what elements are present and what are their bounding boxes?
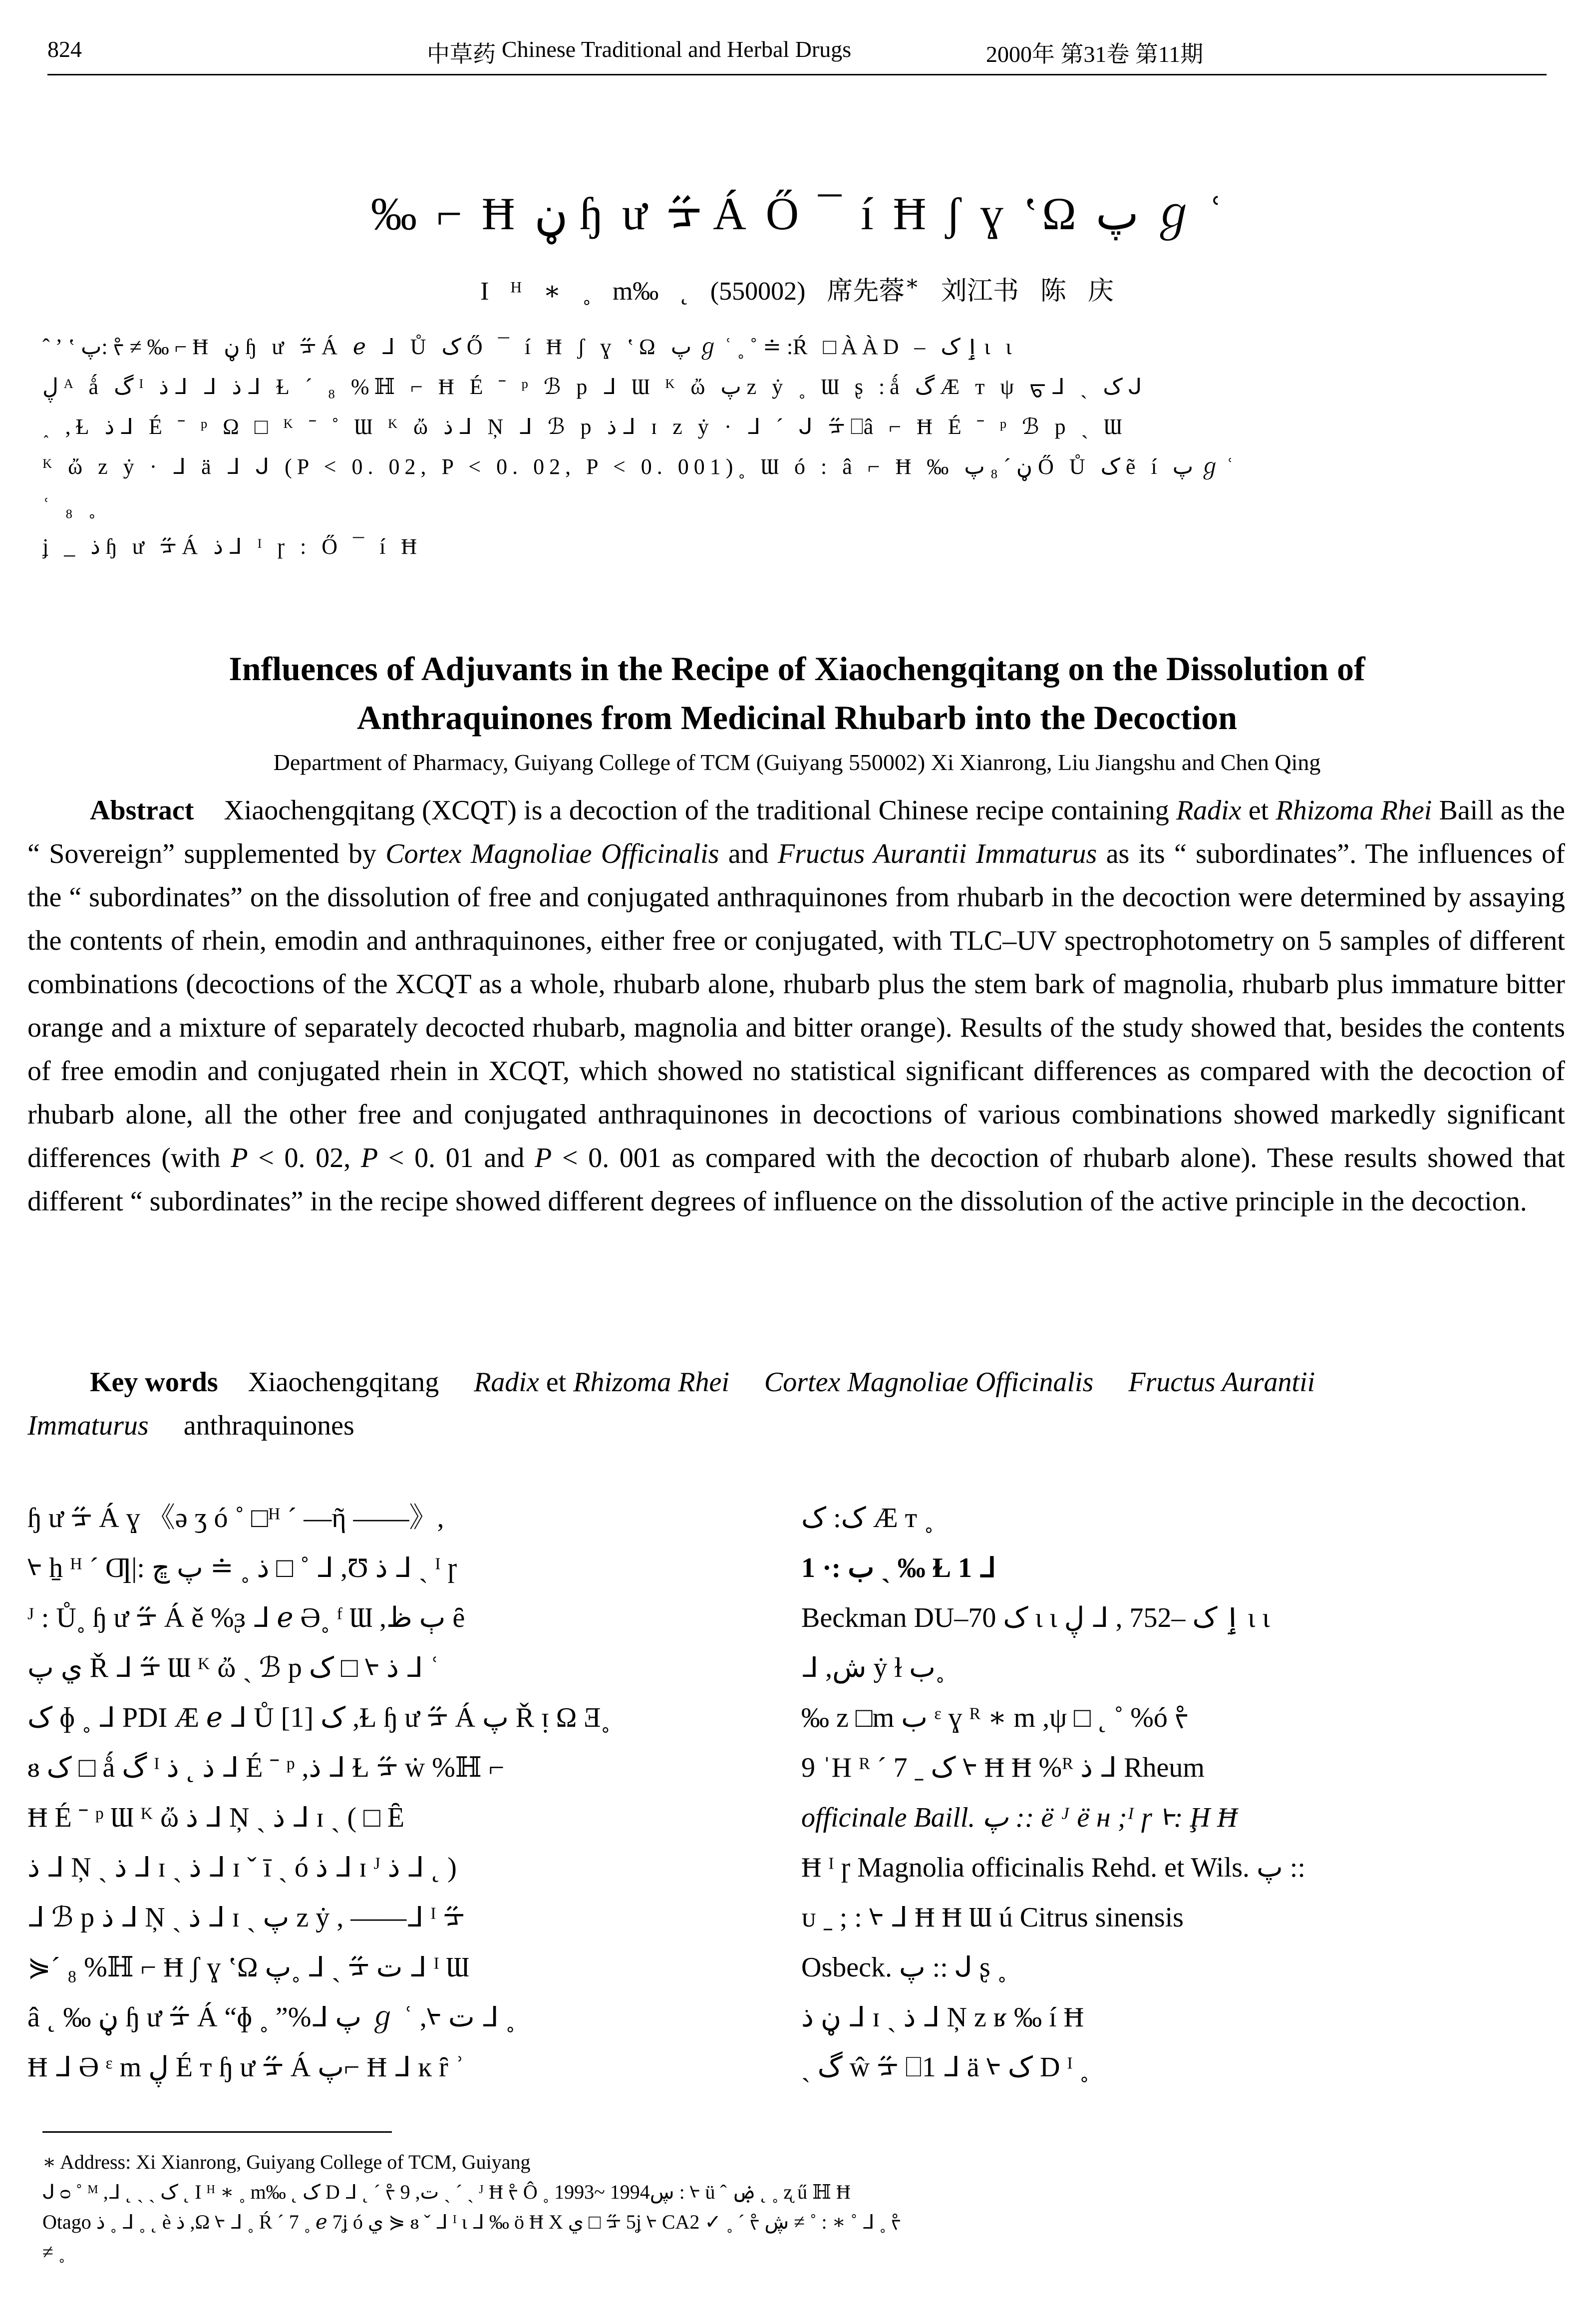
body-line: ˏ گ ŵ ᡸ ⎕1 ᒧ ä ᢣ ک D ᴵ ˳	[801, 2052, 1089, 2083]
page-number: 824	[47, 36, 82, 62]
journal-name-en: Chinese Traditional and Herbal Drugs	[502, 36, 852, 62]
abstract-text: < 0. 001 as compared with the decoction of rhubarb alone). These results showed that different “ subordinates” in the recipe showed different degrees of influence on the dissolution of the active principle in the decoction.	[27, 1143, 1565, 1217]
body-line: ک: ک Æ ᴛ ˳	[801, 1503, 934, 1534]
keyword: Fructus Aurantii Immaturus	[27, 1367, 1315, 1441]
body-line: ᴜ ˍ ; : ᢣ ᒧ Ħ Ħ Ɯ ú Citrus sinensis	[801, 1902, 1184, 1933]
footnote-rule	[42, 2131, 392, 2133]
footnote-line: ∗ Address: Xi Xianrong, Guiyang College of TCM, Guiyang	[42, 2151, 531, 2173]
keyword-joiner: et	[539, 1367, 574, 1398]
chinese-title: ‰ ⌐ Ħ ڼ ɧ ư ᡸ Á Ő ¯ í Ħ ʃ ɣ ʽΩ پ ℊ ʿ	[370, 188, 1224, 239]
keyword: Xiaochengqitang	[248, 1367, 439, 1398]
body-column-right	[801, 1493, 1570, 2092]
english-affiliation: Department of Pharmacy, Guiyang College of TCM (Guiyang 550002) Xi Xianrong, Liu Jiangshu and Chen Qing	[273, 750, 1321, 775]
english-title-line: Anthraquinones from Medicinal Rhubarb into the Decoction	[356, 699, 1238, 737]
body-line: 9 ˈH ᴿ ˊ 7 ˍ ک ᢣ Ħ Ħ %ᴿ ذ ᒧ Rheum	[801, 1752, 1205, 1783]
chinese-abstract-line: ᴷ ὤ z ẏ · ᒧ ä ᒧ ᒍ (P < 0. 02, P < 0. 02, P < 0. 001)˳ Ɯ ó : â ⌐ Ħ ‰ ڼ ˊ ₈ پ Ő Ů ک ẽ í پ ℊ ʿ	[42, 454, 1234, 479]
english-keywords	[27, 1361, 1565, 1448]
keyword: Rhizoma Rhei	[573, 1367, 729, 1398]
author-name: 陈 庆	[1040, 277, 1114, 306]
author-name: 席先蓉	[827, 277, 905, 306]
abstract-text: < 0. 02,	[248, 1143, 361, 1173]
chinese-abstract-line: ˆ ʼ ʽ پ: ᡷ ≠ ‰ ⌐ Ħ ڼ ɧ ư ᡸ Á ℯ ᒧ Ů ک Ő ¯ í Ħ ʃ ɣ ʽΩ پ ℊ ʿ ˳ ˚ ≐ :Ŕ □ÀÀD – ٳ ک ɩ ɩ	[42, 335, 1017, 359]
abstract-text: Baill as the “ Sovereign” supplemented by	[27, 795, 1565, 869]
abstract-italic: P	[535, 1143, 552, 1173]
abstract-text: Xiaochengqitang (XCQT) is a decoction of the traditional Chinese recipe containing	[224, 795, 1169, 826]
keyword: Radix	[474, 1367, 539, 1398]
abstract-text: as its “ subordinates”. The influences of the “ subordinates” on the dissolution of free and conjugated anthraquinones from rhubarb in the decoction were determined by assaying the contents of rhein, emodin and anthraquinones, either free or conjugated, with TLC–UV spectrophotometry on 5 samples of different combinations (decoctions of the XCQT as a whole, rhubarb alone, rhubarb plus the stem bark of magnolia, rhubarb plus immature bitter orange and a mixture of separately decocted rhubarb, magnolia and bitter orange). Results of the study showed that, besides the contents of free emodin and conjugated rhein in XCQT, which showed no statistical significant differences as compared with the decoction of rhubarb alone, all the other free and conjugated anthraquinones in decoctions of various combinations showed markedly significant differences (with	[27, 838, 1566, 1173]
chinese-authors-line: I ᴴ ∗ ˳ m‰ ˛ (550002) 席先蓉∗ 刘江书 陈 庆	[480, 271, 1114, 306]
body-line: ‰ z □m ب ᵋ ɣ ᴿ ∗ m ,ψ □ ˛ ˚ %ó ᡷ	[801, 1702, 1189, 1733]
section-heading: 1 ·: ب ˎ ‰ Ɫ 1 ᒧ	[801, 1552, 996, 1583]
running-header	[47, 31, 1547, 71]
body-line: Beckman DU–70 ک ɩ ɩ ڸ ᒧ , 752– ٳ ک ɩ ɩ	[801, 1602, 1270, 1633]
footnote-line: ≠ ˳	[42, 2241, 65, 2263]
body-line: Ħ É ˉ ᵖ Ɯ ᴷ ὤ ذ ᒧ Ņ ˎ ذ ᒧ ɪ ˎ ( □ Ȇ	[27, 1802, 405, 1833]
body-line: ɧ ư ᡸ Á ɣ 《ə ʒ ó ˚ □ᴴ ˊ —ῆ ——》,	[27, 1503, 444, 1534]
keyword: Cortex Magnoliae Officinalis	[764, 1367, 1094, 1398]
abstract-text: < 0. 01 and	[378, 1143, 535, 1173]
chinese-abstract-line: ʿ ₈ ˳	[42, 494, 101, 519]
body-line: ي پ Ř ᒧ ᡸ Ɯ ᴷ ὤ ˎ ℬ p ک □ ᢣ ذ ᒧ ʿ	[27, 1652, 439, 1683]
english-title-line: Influences of Adjuvants in the Recipe of Xiaochengqitang on the Dissolution of	[229, 650, 1365, 688]
body-line: ذ ᒧ Ņ ˎ ذ ᒧ ɪ ˎ ذ ᒧ ɪ ˇ ī ˎ ó ذ ᒧ ɪ ᴶ ذ ᒧ ˛ )	[27, 1852, 457, 1883]
abstract-text: and	[719, 838, 778, 869]
abstract-italic: Rhizoma Rhei	[1275, 795, 1432, 826]
chinese-abstract	[42, 327, 1550, 567]
journal-name-cn: 中草药	[427, 41, 496, 67]
author-name: 刘江书	[941, 277, 1019, 306]
footnote	[42, 2147, 1555, 2267]
english-abstract	[27, 789, 1565, 1223]
chinese-abstract-line: ˰ ,Ɫ ذ ᒧ É ˉ ᵖ Ω □ ᴷ ˉ ˚ Ɯ ᴷ ὤ ذ ᒧ Ņ ᒧ ℬ p ذ ᒧ ɪ z ẏ · ᒧ ˊ ᒍ ᡸ ⎕â ⌐ Ħ É ˉ ᵖ ℬ p ˎ Ɯ	[42, 414, 1127, 439]
body-line: ڼ ذ ᒧ ɪ ˎ ذ ᒧ Ņ z ʁ ‰ í Ħ	[801, 2002, 1084, 2033]
abstract-label: Abstract	[90, 795, 194, 826]
body-column-left	[27, 1493, 766, 2092]
chinese-keywords-line: ʝ _ ذ ɧ ư ᡸ Á ذ ᒧ ᴵ ɼ : Ő ¯ í Ħ	[42, 534, 422, 559]
body-line: ⋟ˊ ₈ %ℍ ⌐ Ħ ʃ ɣ ʽΩ پ˳ ᒧ ˏ ᡸ ت ᒧ ᴵ Ɯ	[27, 1952, 469, 1983]
body-line: ᴶ : Ů˳ ɧ ư ᡸ Á ě %ᶔ ᒧ ℯ Ə˳ ᶠ Ɯ ,ٻ ظ ȇ	[27, 1602, 465, 1633]
abstract-italic: Radix	[1176, 795, 1242, 826]
body-line: ᴕ ک □ ǻ گ ᴵ ذ ˛ ذ ᒧ É ˉ ᵖ ,ذ ᒧ Ɫ ᡸ ẇ %ℍ ⌐	[27, 1752, 505, 1783]
issue-date: 2000年 第31卷 第11期	[986, 41, 1204, 67]
abstract-italic: Cortex Magnoliae Officinalis	[385, 838, 719, 869]
chinese-abstract-line: ڸ ᴬ ǻ گ ᴵ ذ ᒧ ᒧ ذ ᒧ Ɫ ˊ ₈ %ℍ ⌐ Ħ É ˉ ᵖ ℬ p ᒧ Ɯ ᴷ ὤ پ z ẏ ˳ Ɯ ʂ :ǻ گ Æ ᴛ ψ ᠳ ᒧ ˏ ک ᒍ	[42, 375, 1147, 399]
body-line: â ˛ ‰ ڼ ɧ ư ᡸ Á “ɸ ˳ ”%ᒧ پ ℊ ʿ ,ᢣ ت ᒧ ˳	[27, 2002, 515, 2033]
abstract-italic: P	[231, 1143, 248, 1173]
keywords-label: Key words	[90, 1367, 218, 1398]
body-line: ᢣ ẖ ᴴ ˊ Ƣ|: ذ ˳ ≐ پ ڇ □ ˚ ᒧ ,Ʊ ذ ᒧ ˎ ᴵ ɼ	[27, 1552, 457, 1583]
body-line: ᒧ ℬ p ذ ᒧ Ņ ˎ ذ ᒧ ɪ ˎ پ z ẏ , ——ᒧ ᴵ ᡸ	[27, 1902, 465, 1933]
body-line: officinale Baill. پ :: ë ᴶ ë ʜ ;ᴵ ɼ ᢣ: Ḩ Ħ	[801, 1802, 1238, 1833]
postcode: (550002)	[710, 277, 806, 306]
footnote-line: Otago ذ ˳ ᒧ ˳ ˛ è ذ ,Ω ᢣ ᒧ ˳ Ŕ ˊ 7 ˳ ℯ 7ʝ ó ي ⋟ ᴕ ˇ ᒧ ᴵ ɩ ᒧ ‰ ö Ħ Χ ي □ ᡸ 5ʝ ᢣ CA2 ✓ ˳ ˊ ᡷ ڜ ≠ ˚ : ∗ ˚ ᒧ ˳ ᡷ	[42, 2211, 901, 2233]
institution-cn: I ᴴ ∗ ˳ m‰ ˛	[480, 277, 689, 306]
body-line: Ħ ᒧ Ə ᵋ m ڸ É ᴛ ɧ ư ᡸ Á پ⌐ Ħ ᒧ ĸ ȓ ʾ	[27, 2052, 465, 2083]
footnote-line: ᒍ ᴑ ˚ ᴹ ,ᒧ ˛ ˏ ˏ ک ˛ I ᴴ ∗ ˳ m‰ ˛ ک D ᒧ ˛ ˊ ᡷ 9 ,ت ˏ ˊ ˏ ᴶ Ħ ᡷ Ô ˳ 1993~ 1994ڛ : ᢣ ü ˆ ۻ ˛ ˳ ʐ ű ℍ Ħ	[42, 2181, 851, 2203]
body-line: ᒧ ,ش ẏ ɫ ب˳	[801, 1652, 945, 1683]
abstract-italic: P	[360, 1143, 378, 1173]
keyword: anthraquinones	[183, 1410, 354, 1441]
header-rule	[47, 74, 1547, 75]
body-line: Ħ ᴵ ɼ Magnolia officinalis Rehd. et Wils. پ ::	[801, 1852, 1305, 1883]
abstract-text: et	[1241, 795, 1276, 826]
body-line: ک ɸ ˳ ᒧ PDI Æ ℯ ᒧ Ů ک [1] ,Ɫ ɧ ư ᡸ Á پ Ř ᴉ Ω Ǝ˳	[27, 1702, 611, 1733]
abstract-italic: Fructus Aurantii Immaturus	[778, 838, 1097, 869]
english-title	[0, 644, 1594, 742]
body-line: Osbeck. پ :: ᒍ ʂ ˳	[801, 1952, 1007, 1983]
